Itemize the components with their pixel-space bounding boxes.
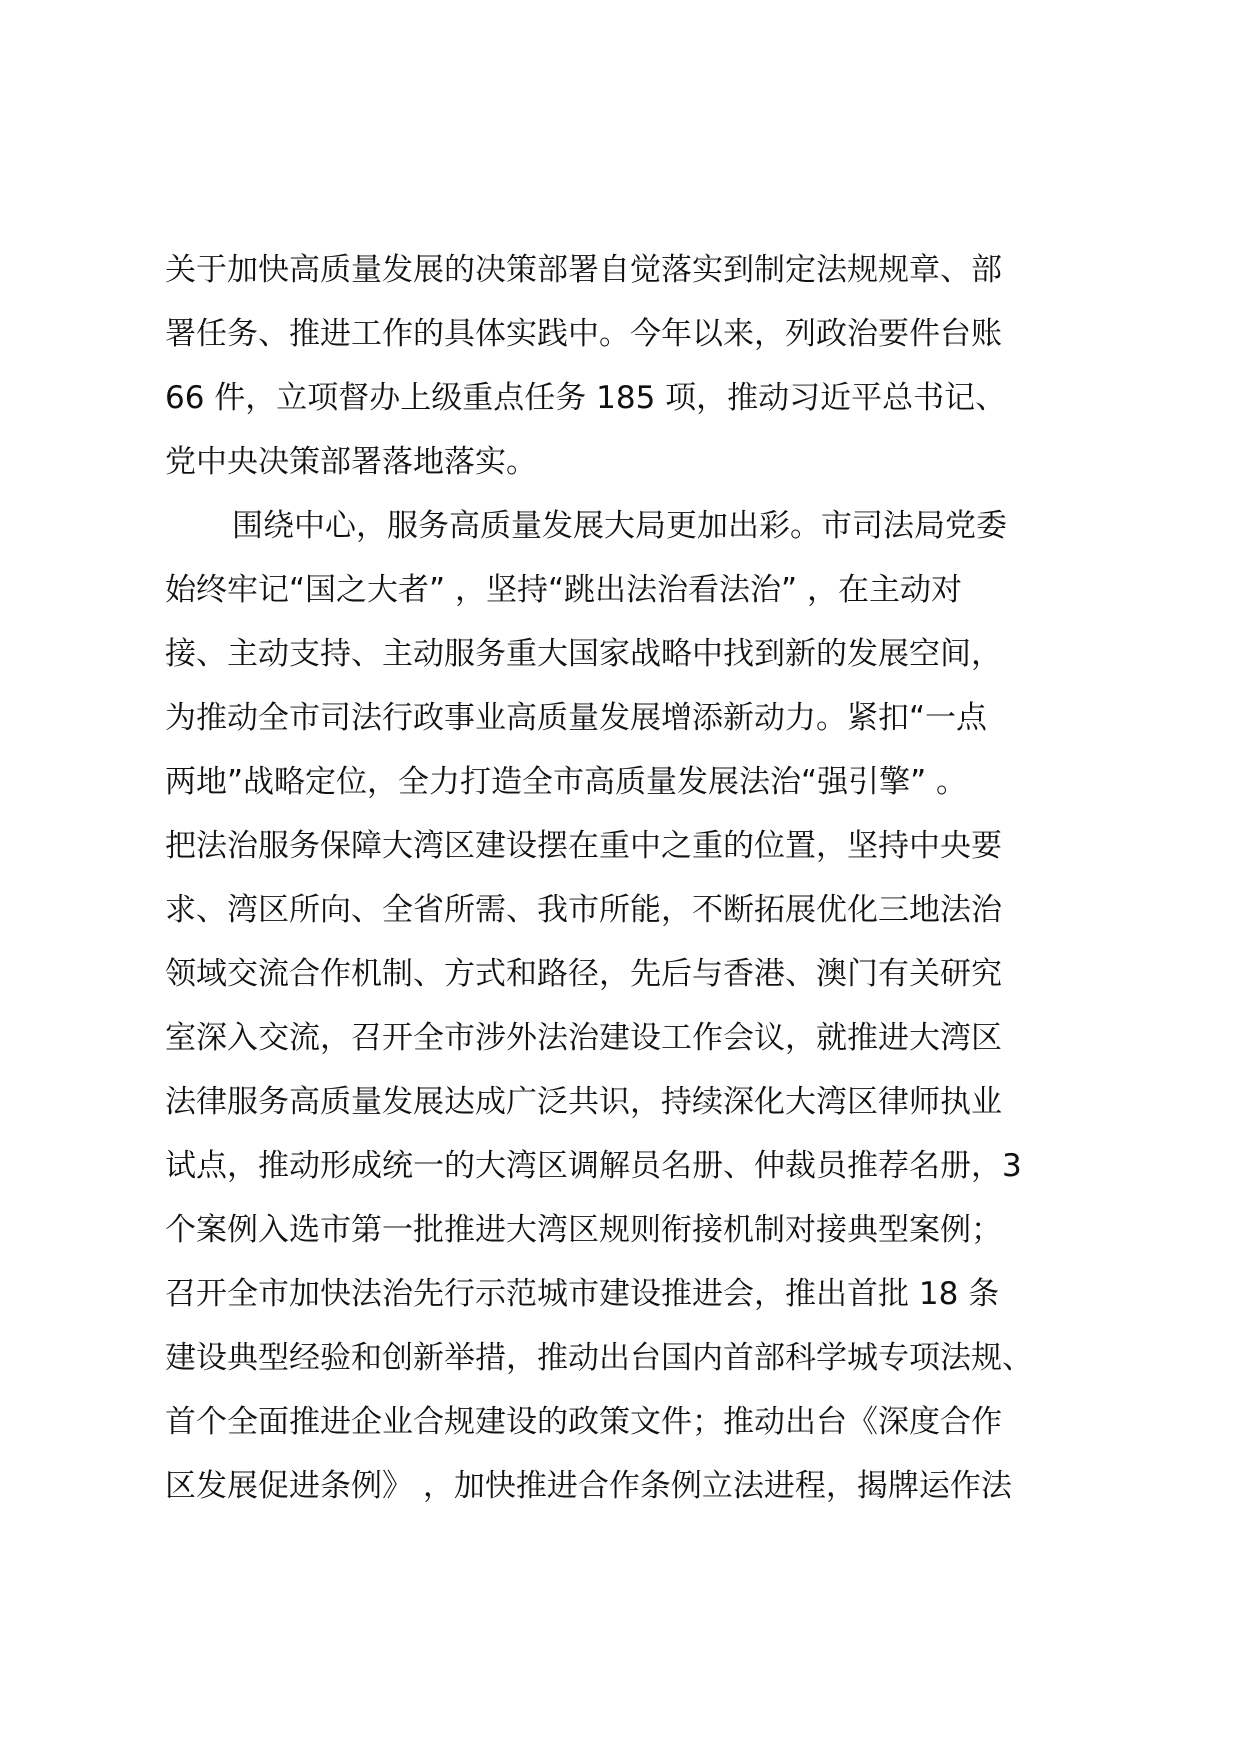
text-line: 接、主动支持、主动服务重大国家战略中找到新的发展空间， (165, 636, 1002, 672)
text-line: 试点，推动形成统一的大湾区调解员名册、仲裁员推荐名册，3 (165, 1148, 1022, 1184)
text-line: 党中央决策部署落地落实。 (165, 444, 537, 480)
text-line: 为推动全市司法行政事业高质量发展增添新动力。紧扣“一点 (165, 700, 988, 736)
text-line: 两地”战略定位，全力打造全市高质量发展法治“强引擎” 。 (165, 764, 968, 800)
text-line: 法律服务高质量发展达成广泛共识，持续深化大湾区律师执业 (165, 1084, 1002, 1120)
text-line: 署任务、推进工作的具体实践中。今年以来，列政治要件台账 (165, 316, 1002, 352)
text-line: 区发展促进条例》 ，加快推进合作条例立法进程，揭牌运作法 (165, 1468, 1012, 1504)
body-text (165, 238, 1105, 1518)
text-line: 室深入交流，召开全市涉外法治建设工作会议，就推进大湾区 (165, 1020, 1002, 1056)
text-line: 求、湾区所向、全省所需、我市所能，不断拓展优化三地法治 (165, 892, 1002, 928)
text-line: 领域交流合作机制、方式和路径，先后与香港、澳门有关研究 (165, 956, 1002, 992)
text-line: 召开全市加快法治先行示范城市建设推进会，推出首批 18 条 (165, 1276, 1000, 1312)
text-line: 建设典型经验和创新举措，推动出台国内首部科学城专项法规、 (165, 1340, 1033, 1376)
text-line: 始终牢记“国之大者” ，坚持“跳出法治看法治” ，在主动对 (165, 572, 962, 608)
text-line: 关于加快高质量发展的决策部署自觉落实到制定法规规章、部 (165, 252, 1002, 288)
text-line: 把法治服务保障大湾区建设摆在重中之重的位置，坚持中央要 (165, 828, 1002, 864)
paragraph-first-line: 围绕中心，服务高质量发展大局更加出彩。市司法局党委 (232, 508, 1007, 544)
text-line: 首个全面推进企业合规建设的政策文件；推动出台《深度合作 (165, 1404, 1002, 1440)
text-line: 66 件，立项督办上级重点任务 185 项，推动习近平总书记、 (165, 380, 1007, 416)
text-line: 个案例入选市第一批推进大湾区规则衔接机制对接典型案例； (165, 1212, 1002, 1248)
